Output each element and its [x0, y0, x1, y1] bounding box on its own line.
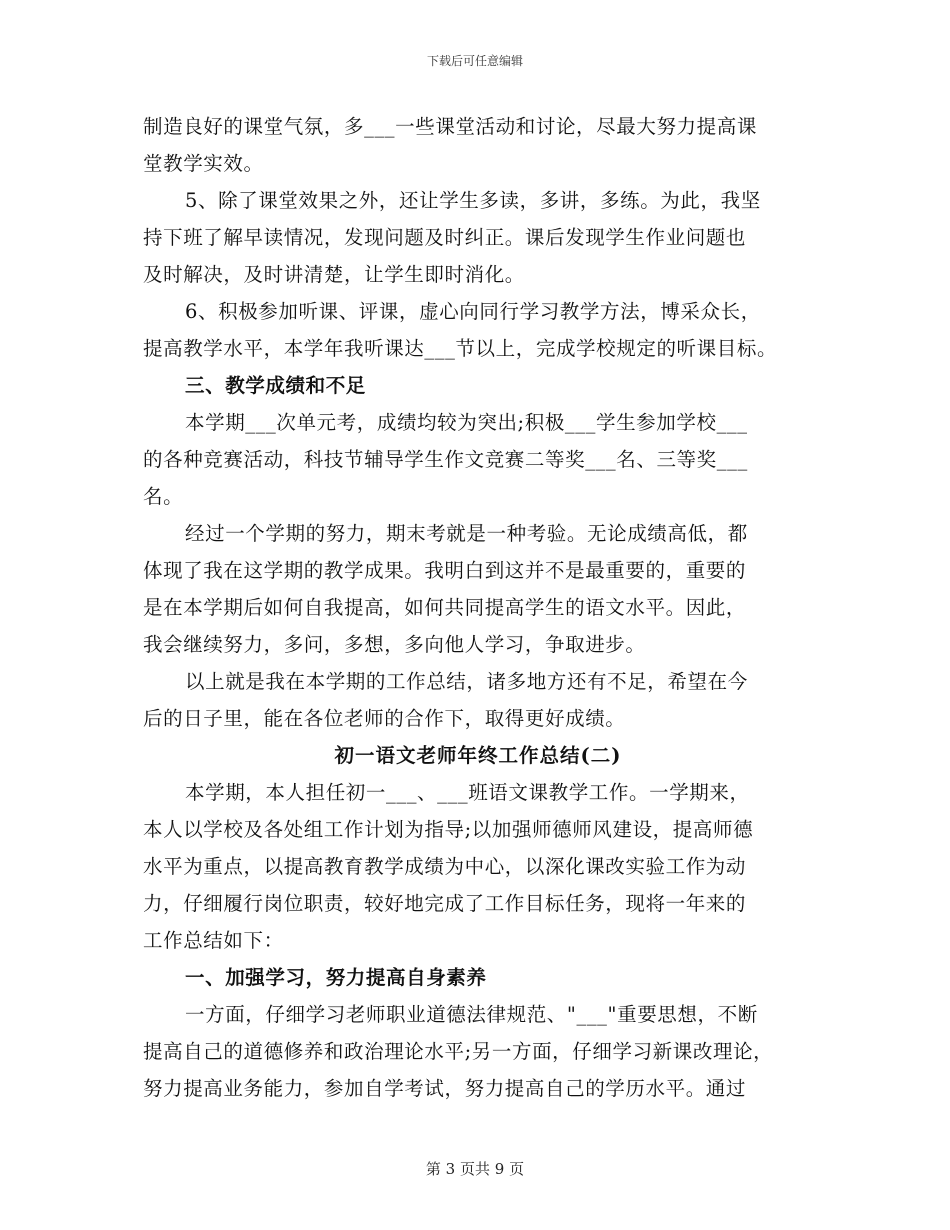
document-body [143, 108, 813, 1107]
text-line: 本学期___次单元考，成绩均较为突出;积极___学生参加学校___ [185, 411, 748, 434]
text-line: 工作总结如下： [143, 929, 284, 952]
text-line: 本人以学校及各处组工作计划为指导;以加强师德师风建设，提高师德 [143, 818, 754, 841]
text-line: 的各种竞赛活动，科技节辅导学生作文竞赛二等奖___名、三等奖___ [143, 448, 748, 471]
text-line: 堂教学实效。 [143, 152, 264, 175]
text-line: 5、除了课堂效果之外，还让学生多读，多讲，多练。为此，我坚 [185, 189, 761, 212]
text-line: 制造良好的课堂气氛，多___一些课堂活动和讨论，尽最大努力提高课 [143, 115, 757, 138]
text-line: 名。 [143, 485, 184, 508]
text-line: 水平为重点，以提高教育教学成绩为中心，以深化课改实验工作为动 [143, 855, 747, 878]
text-line: 本学期，本人担任初一___、___班语文课教学工作。一学期来， [185, 781, 750, 804]
text-line: 持下班了解早读情况，发现问题及时纠正。课后发现学生作业问题也 [143, 226, 747, 249]
section-title: 初一语文老师年终工作总结(二) [334, 744, 622, 767]
text-line: 力，仔细履行岗位职责，较好地完成了工作目标任务，现将一年来的 [143, 892, 747, 915]
text-line: 提高教学水平，本学年我听课达___节以上，完成学校规定的听课目标。 [143, 337, 778, 360]
section-heading: 三、教学成绩和不足 [185, 374, 366, 397]
text-line: 努力提高业务能力，参加自学考试，努力提高自己的学历水平。通过 [143, 1077, 747, 1100]
text-line: 提高自己的道德修养和政治理论水平;另一方面，仔细学习新课改理论， [143, 1040, 774, 1063]
text-line: 体现了我在这学期的教学成果。我明白到这并不是最重要的，重要的 [143, 559, 747, 582]
text-line: 我会继续努力，多问，多想，多向他人学习，争取进步。 [143, 633, 646, 656]
page-footer: 第 3 页共 9 页 [425, 1160, 525, 1178]
page-header: 下载后可任意编辑 [426, 54, 523, 68]
text-line: 6、积极参加听课、评课，虚心向同行学习教学方法，博采众长， [185, 300, 761, 323]
text-line: 及时解决，及时讲清楚，让学生即时消化。 [143, 263, 525, 286]
text-line: 后的日子里，能在各位老师的合作下，取得更好成绩。 [143, 707, 626, 730]
text-line: 一方面，仔细学习老师职业道德法律规范、"___"重要思想，不断 [185, 1003, 758, 1026]
text-line: 以上就是我在本学期的工作总结，诸多地方还有不足，希望在今 [185, 670, 748, 693]
text-line: 是在本学期后如何自我提高，如何共同提高学生的语文水平。因此， [143, 596, 747, 619]
section-heading: 一、加强学习，努力提高自身素养 [185, 966, 487, 989]
text-line: 经过一个学期的努力，期末考就是一种考验。无论成绩高低，都 [185, 522, 748, 545]
